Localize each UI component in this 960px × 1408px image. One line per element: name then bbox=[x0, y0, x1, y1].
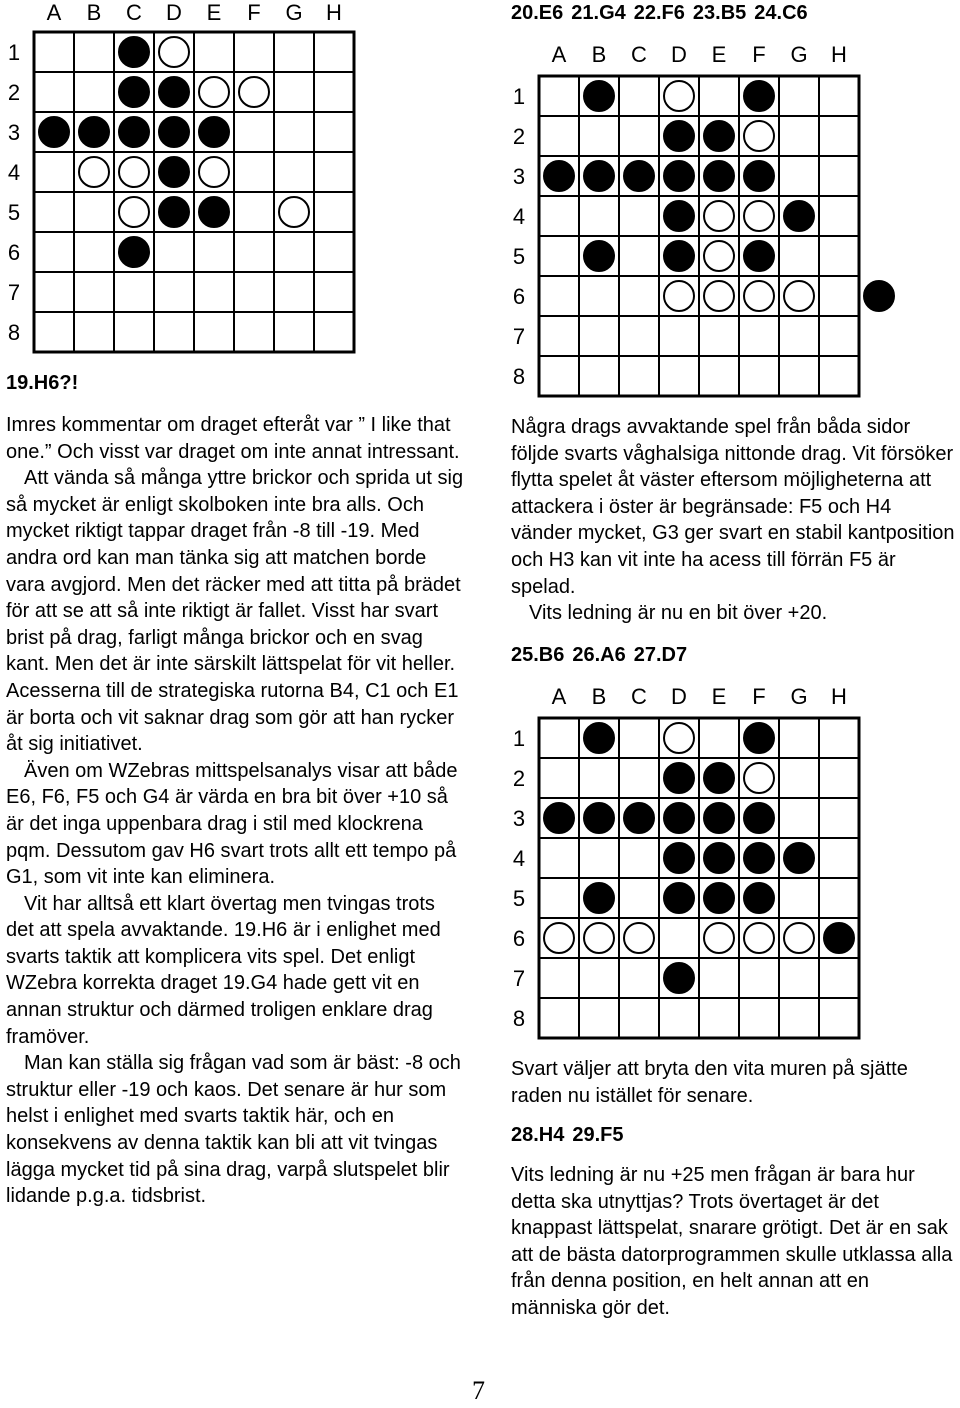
black-disc bbox=[544, 161, 574, 191]
row-label: 7 bbox=[512, 324, 526, 349]
row-label: 7 bbox=[7, 280, 21, 305]
page-number: 7 bbox=[472, 1376, 485, 1405]
right-commentary-2 bbox=[511, 1056, 956, 1109]
row-label: 1 bbox=[512, 84, 526, 109]
row-label: 8 bbox=[7, 320, 21, 345]
black-disc bbox=[159, 117, 189, 147]
black-disc bbox=[664, 241, 694, 271]
othello-board-2 bbox=[507, 38, 867, 398]
row-label: 4 bbox=[512, 204, 526, 229]
right-commentary-1 bbox=[511, 414, 956, 627]
black-disc bbox=[744, 241, 774, 271]
column-label: A bbox=[551, 684, 567, 709]
move-list-25-27: 25.B6 26.A6 27.D7 bbox=[511, 644, 688, 666]
row-label: 6 bbox=[7, 240, 21, 265]
white-disc bbox=[704, 281, 734, 311]
column-label: B bbox=[86, 0, 102, 25]
white-disc bbox=[784, 281, 814, 311]
black-disc bbox=[744, 883, 774, 913]
black-disc bbox=[664, 843, 694, 873]
black-disc bbox=[624, 161, 654, 191]
black-disc bbox=[704, 803, 734, 833]
column-label: H bbox=[831, 42, 847, 67]
black-disc bbox=[824, 923, 854, 953]
black-disc bbox=[584, 241, 614, 271]
black-disc bbox=[584, 723, 614, 753]
white-disc bbox=[159, 37, 189, 67]
othello-board-3 bbox=[507, 680, 867, 1040]
column-label: C bbox=[631, 684, 647, 709]
white-disc bbox=[664, 81, 694, 111]
white-disc bbox=[544, 923, 574, 953]
paragraph: Man kan ställa sig frågan vad som är bäst: -8 och struktur eller -19 och kaos. Det senare är hur som helst i enlighet med svarts taktik här, och en konsekvens av denna taktik kan bli att vit tvingas lägga mycket tid på sina drag, varpå slutspelet blir lidande p.g.a. tidsbrist. bbox=[6, 1052, 461, 1208]
board-svg bbox=[507, 680, 867, 1040]
white-disc bbox=[704, 201, 734, 231]
move-list-28-29: 28.H4 29.F5 bbox=[511, 1124, 624, 1146]
move-label-19 bbox=[6, 372, 86, 395]
black-disc bbox=[664, 963, 694, 993]
white-disc bbox=[704, 241, 734, 271]
paragraph: Att vända så många yttre brickor och sprida ut sig så mycket är enligt skolboken inte bra alls. Och mycket riktigt tappar draget från -8 till -19. Med andra ord kan man tänka sig att matchen borde vara avgjord. Men det räcker med att titta på brädet för att se att så inte riktigt är fallet. Visst har svart brist på drag, farligt många brickor och en svag kant. Men det är inte särskilt lättspelat för vit heller. Acesserna till de strategiska rutorna B4, C1 och E1 är borta och vit saknar drag som gör att han rycker åt sig initiativet. bbox=[6, 467, 464, 756]
right-commentary-3 bbox=[511, 1162, 956, 1322]
column-label: D bbox=[671, 42, 687, 67]
white-disc bbox=[744, 281, 774, 311]
black-disc bbox=[744, 803, 774, 833]
white-disc bbox=[199, 157, 229, 187]
black-disc bbox=[584, 883, 614, 913]
column-label: B bbox=[591, 42, 607, 67]
column-label: G bbox=[790, 684, 808, 709]
black-disc bbox=[664, 763, 694, 793]
column-label: A bbox=[46, 0, 62, 25]
black-disc bbox=[199, 197, 229, 227]
left-commentary bbox=[6, 412, 466, 1210]
column-label: A bbox=[551, 42, 567, 67]
row-label: 1 bbox=[512, 726, 526, 751]
white-disc bbox=[704, 923, 734, 953]
column-label: H bbox=[831, 684, 847, 709]
black-disc bbox=[784, 201, 814, 231]
black-disc bbox=[704, 161, 734, 191]
black-disc bbox=[159, 77, 189, 107]
paragraph: Imres kommentar om draget efteråt var ” I like that one.” Och visst var draget om inte annat intressant. bbox=[6, 414, 460, 463]
black-disc bbox=[624, 803, 654, 833]
row-label: 3 bbox=[512, 164, 526, 189]
paragraph: Vits ledning är nu en bit över +20. bbox=[529, 602, 828, 625]
white-disc bbox=[119, 197, 149, 227]
column-label: C bbox=[126, 0, 142, 25]
black-disc bbox=[39, 117, 69, 147]
white-disc bbox=[239, 77, 269, 107]
black-disc bbox=[119, 117, 149, 147]
black-disc bbox=[119, 237, 149, 267]
black-disc bbox=[119, 77, 149, 107]
white-disc bbox=[744, 763, 774, 793]
white-disc bbox=[584, 923, 614, 953]
black-disc bbox=[79, 117, 109, 147]
row-label: 5 bbox=[512, 244, 526, 269]
black-disc bbox=[704, 843, 734, 873]
board-svg bbox=[507, 38, 867, 398]
paragraph: Svart väljer att bryta den vita muren på sjätte raden nu istället för senare. bbox=[511, 1058, 908, 1107]
row-label: 4 bbox=[512, 846, 526, 871]
column-label: B bbox=[591, 684, 607, 709]
black-disc bbox=[664, 201, 694, 231]
white-disc bbox=[664, 281, 694, 311]
column-label: F bbox=[247, 0, 261, 25]
column-label: G bbox=[790, 42, 808, 67]
paragraph: Vits ledning är nu +25 men frågan är bara hur detta ska utnyttjas? Trots övertaget är det knappast lättspelat, snarare grötigt. Det är en sak att de bästa datorprogrammen skulle utklassa alla från denna position, en helt annan att en människa gör det. bbox=[511, 1164, 953, 1319]
row-label: 2 bbox=[512, 766, 526, 791]
othello-board-1 bbox=[0, 0, 360, 352]
black-disc bbox=[704, 121, 734, 151]
paragraph: Även om WZebras mittspelsanalys visar att både E6, F6, F5 och G4 är värda en bra bit över +10 så är det inga uppenbara drag i stil med klockrena pqm. Dessutom gav H6 svart trots allt ett tempo på G1, som vit inte kan eliminera. bbox=[6, 759, 458, 889]
paragraph: Vit har alltså ett klart övertag men tvingas trots det att spela avvaktande. 19.H6 är i enlighet med svarts taktik att komplicera vits spel. Det enligt WZebra korrekta draget 19.G4 hade gett vit en annan struktur och därmed troligen enklare drag framöver. bbox=[6, 892, 441, 1048]
row-label: 7 bbox=[512, 966, 526, 991]
row-label: 4 bbox=[7, 160, 21, 185]
white-disc bbox=[119, 157, 149, 187]
black-disc bbox=[744, 81, 774, 111]
row-label: 2 bbox=[512, 124, 526, 149]
row-label: 3 bbox=[7, 120, 21, 145]
column-label: E bbox=[711, 42, 727, 67]
black-disc bbox=[744, 161, 774, 191]
column-label: E bbox=[206, 0, 222, 25]
column-label: H bbox=[326, 0, 342, 25]
black-disc bbox=[864, 281, 894, 311]
white-disc bbox=[199, 77, 229, 107]
column-label: E bbox=[711, 684, 727, 709]
black-disc bbox=[664, 883, 694, 913]
white-disc bbox=[744, 201, 774, 231]
row-label: 8 bbox=[512, 1006, 526, 1031]
black-disc bbox=[159, 197, 189, 227]
move-list-20-24: 20.E6 21.G4 22.F6 23.B5 24.C6 bbox=[511, 2, 808, 24]
black-disc bbox=[744, 843, 774, 873]
row-label: 2 bbox=[7, 80, 21, 105]
black-disc bbox=[664, 803, 694, 833]
row-label: 1 bbox=[7, 40, 21, 65]
black-disc bbox=[584, 803, 614, 833]
row-label: 8 bbox=[512, 364, 526, 389]
white-disc bbox=[744, 121, 774, 151]
row-label: 5 bbox=[512, 886, 526, 911]
black-disc bbox=[119, 37, 149, 67]
black-disc bbox=[744, 723, 774, 753]
column-label: G bbox=[285, 0, 303, 25]
row-label: 5 bbox=[7, 200, 21, 225]
black-disc bbox=[159, 157, 189, 187]
row-label: 6 bbox=[512, 284, 526, 309]
white-disc bbox=[624, 923, 654, 953]
white-disc bbox=[744, 923, 774, 953]
black-disc bbox=[199, 117, 229, 147]
board-svg bbox=[0, 0, 360, 352]
black-disc bbox=[584, 161, 614, 191]
white-disc bbox=[664, 723, 694, 753]
column-label: D bbox=[671, 684, 687, 709]
column-label: C bbox=[631, 42, 647, 67]
black-disc bbox=[784, 843, 814, 873]
black-disc bbox=[544, 803, 574, 833]
paragraph: Några drags avvaktande spel från båda sidor följde svarts våghalsiga nittonde drag. Vit försöker flytta spelet åt väster eftersom möjligheterna att attackera i öster är begränsade: F5 och H4 vänder mycket, G3 ger svart en stabil kantposition och H3 kan vit inte ha acess till förrän F5 är spelad. bbox=[511, 416, 955, 598]
black-disc bbox=[704, 763, 734, 793]
white-disc bbox=[784, 923, 814, 953]
white-disc bbox=[79, 157, 109, 187]
black-disc bbox=[704, 883, 734, 913]
row-label: 3 bbox=[512, 806, 526, 831]
column-label: D bbox=[166, 0, 182, 25]
black-disc bbox=[664, 121, 694, 151]
white-disc bbox=[279, 197, 309, 227]
move-text: 19.H6?! bbox=[6, 372, 79, 394]
row-label: 6 bbox=[512, 926, 526, 951]
column-label: F bbox=[752, 684, 766, 709]
black-disc bbox=[584, 81, 614, 111]
black-disc bbox=[664, 161, 694, 191]
column-label: F bbox=[752, 42, 766, 67]
